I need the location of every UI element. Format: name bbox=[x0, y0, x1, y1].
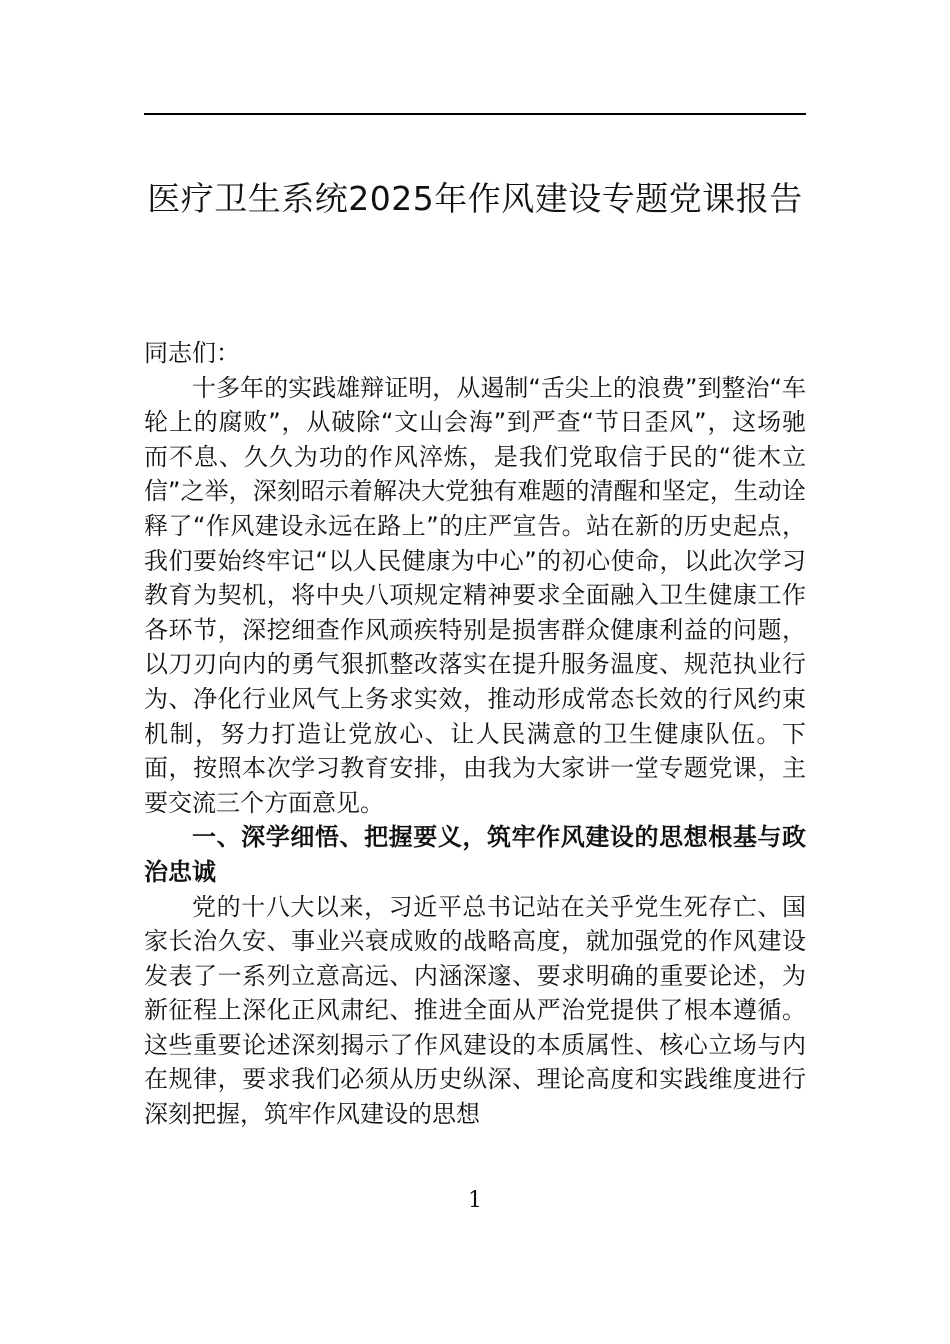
intro-paragraph: 十多年的实践雄辩证明，从遏制“舌尖上的浪费”到整治“车轮上的腐败”，从破除“文山会海”到严查“节日歪风”，这场驰而不息、久久为功的作风淬炼，是我们党取信于民的“徙木立信”之举，深刻昭示着解决大党独有难题的清醒和坚定，生动诠释了“作风建设永远在路上”的庄严宣告。站在新的历史起点，我们要始终牢记“以人民健康为中心”的初心使命，以此次学习教育为契机，将中央八项规定精神要求全面融入卫生健康工作各环节，深挖细查作风顽疾特别是损害群众健康利益的问题，以刀刃向内的勇气狠抓整改落实在提升服务温度、规范执业行为、净化行业风气上务求实效，推动形成常态长效的行风约束机制，努力打造让党放心、让人民满意的卫生健康队伍。下面，按照本次学习教育安排，由我为大家讲一堂专题党课，主要交流三个方面意见。 bbox=[144, 373, 806, 817]
section-1-paragraph: 党的十八大以来，习近平总书记站在关乎党生死存亡、国家长治久安、事业兴衰成败的战略高度，就加强党的作风建设发表了一系列立意高远、内涵深邃、要求明确的重要论述，为新征程上深化正风肃纪、推进全面从严治党提供了根本遵循。这些重要论述深刻揭示了作风建设的本质属性、核心立场与内在规律，要求我们必须从历史纵深、理论高度和实践维度进行深刻把握，筑牢作风建设的思想 bbox=[144, 892, 806, 1129]
page-number: 1 bbox=[468, 1188, 482, 1213]
salutation: 同志们： bbox=[144, 339, 240, 367]
document-body bbox=[144, 336, 806, 1132]
section-heading-1: 一、深学细悟、把握要义，筑牢作风建设的思想根基与政治忠诚 bbox=[144, 823, 806, 886]
document-title: 医疗卫生系统2025年作风建设专题党课报告 bbox=[147, 179, 803, 218]
header-rule bbox=[144, 113, 806, 115]
